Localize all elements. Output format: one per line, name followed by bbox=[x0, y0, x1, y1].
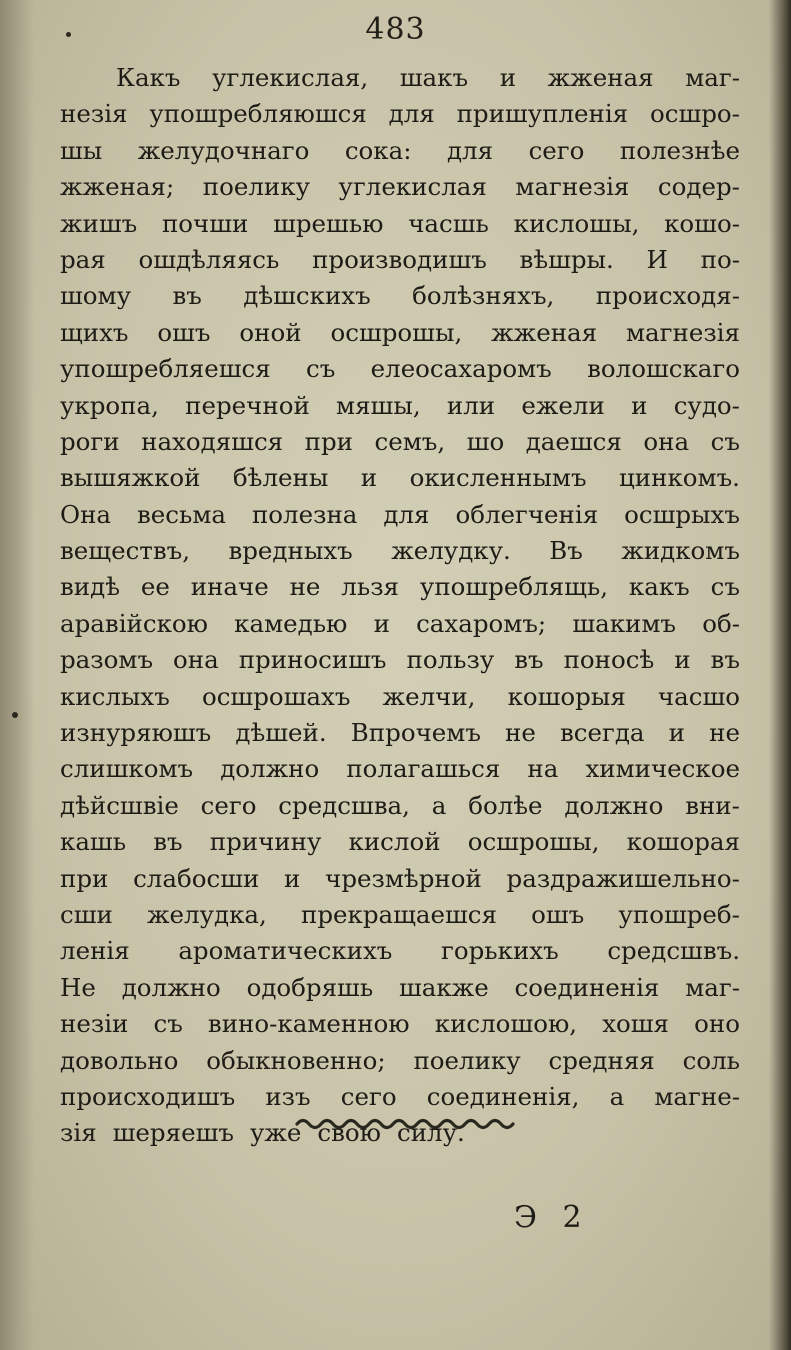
ink-speck bbox=[12, 712, 18, 718]
word: осшрыхъ bbox=[624, 499, 740, 529]
word: содер- bbox=[657, 172, 740, 202]
word: шакимъ bbox=[572, 608, 677, 638]
word: для bbox=[388, 99, 435, 129]
page-number: 483 bbox=[365, 12, 426, 47]
word: камедью bbox=[234, 608, 348, 638]
word: облегченія bbox=[455, 499, 599, 529]
word: елеосахаромъ bbox=[370, 354, 552, 384]
word: осшрошахъ bbox=[201, 681, 351, 711]
text-line bbox=[60, 133, 740, 169]
word: средняя bbox=[548, 1045, 655, 1075]
word: сши bbox=[60, 899, 113, 929]
word: слишкомъ bbox=[60, 754, 194, 784]
word: аравійскою bbox=[60, 608, 208, 638]
word: оно bbox=[694, 1009, 740, 1039]
word: болѣзняхъ, bbox=[412, 281, 555, 311]
word: желчи, bbox=[382, 681, 476, 711]
word: судо- bbox=[673, 390, 740, 420]
word: и bbox=[373, 608, 390, 638]
word: магнезія bbox=[625, 317, 740, 347]
word: кислошою, bbox=[434, 1009, 578, 1039]
word: жженая bbox=[547, 63, 654, 92]
word: Какъ bbox=[116, 63, 181, 92]
word: при bbox=[60, 863, 109, 893]
word: уже bbox=[249, 1118, 302, 1148]
word: И bbox=[646, 244, 668, 274]
word: и bbox=[668, 718, 686, 748]
page-edge-shadow bbox=[769, 0, 791, 1350]
word: шеряешъ bbox=[112, 1118, 234, 1148]
word: химическое bbox=[585, 754, 740, 784]
word: поносѣ bbox=[563, 645, 655, 675]
word: желудка, bbox=[147, 899, 267, 929]
word: и bbox=[284, 863, 301, 893]
word: жишъ bbox=[60, 208, 138, 238]
word: волошскаго bbox=[587, 354, 740, 384]
word: видѣ bbox=[60, 572, 120, 602]
word: и bbox=[360, 463, 378, 493]
word: въ bbox=[153, 827, 183, 857]
word: сока: bbox=[344, 135, 412, 165]
word: сего bbox=[200, 790, 257, 820]
text-line bbox=[60, 1079, 740, 1115]
word: магне- bbox=[654, 1081, 740, 1111]
word: вышяжкой bbox=[60, 463, 201, 493]
word: сахаромъ; bbox=[416, 608, 547, 638]
word: вредныхъ bbox=[228, 536, 353, 566]
word: а bbox=[609, 1081, 625, 1111]
word: горькихъ bbox=[441, 936, 559, 966]
word: обыкновенно; bbox=[206, 1045, 386, 1075]
text-line bbox=[60, 715, 740, 751]
word: желудочнаго bbox=[137, 135, 310, 165]
word: часшо bbox=[657, 681, 740, 711]
word: всегда bbox=[560, 718, 645, 748]
word: при bbox=[304, 426, 353, 456]
word: вѣшры. bbox=[519, 244, 614, 274]
word: съ bbox=[710, 426, 740, 456]
word: маг- bbox=[685, 972, 740, 1002]
word: кислошы, bbox=[513, 208, 640, 238]
word: а bbox=[431, 790, 447, 820]
text-line bbox=[60, 315, 740, 351]
word: сего bbox=[528, 135, 585, 165]
text-line bbox=[60, 460, 740, 496]
word: съ bbox=[710, 572, 740, 602]
text-line bbox=[60, 533, 740, 569]
word: не bbox=[505, 718, 536, 748]
text-line bbox=[60, 606, 740, 642]
word: Въ bbox=[549, 536, 583, 566]
word: должно bbox=[564, 790, 664, 820]
text-line bbox=[60, 788, 740, 824]
word: упошреблящь, bbox=[419, 572, 609, 602]
word: на bbox=[527, 754, 559, 784]
word: об- bbox=[702, 608, 740, 638]
word: упошребляешся bbox=[60, 354, 271, 384]
word: должно bbox=[121, 972, 221, 1002]
word: ленія bbox=[60, 936, 130, 966]
word: кислыхъ bbox=[60, 681, 170, 711]
word: окисленнымъ bbox=[409, 463, 587, 493]
word: Она bbox=[60, 499, 112, 529]
word: полезна bbox=[251, 499, 358, 529]
word: разомъ bbox=[60, 645, 154, 675]
text-line bbox=[60, 933, 740, 969]
page-gutter-shadow bbox=[0, 0, 34, 1350]
word: дѣйсшвіе bbox=[60, 790, 179, 820]
ink-speck bbox=[66, 32, 71, 37]
word: весьма bbox=[136, 499, 227, 529]
word: веществъ, bbox=[60, 536, 191, 566]
word: цинкомъ. bbox=[619, 463, 740, 493]
word: незіи bbox=[60, 1009, 129, 1039]
word: мяшы, bbox=[336, 390, 421, 420]
text-line bbox=[60, 96, 740, 132]
word: кашь bbox=[60, 827, 127, 857]
word: не bbox=[289, 572, 321, 602]
word: углекислая bbox=[338, 172, 487, 202]
word: жженая; bbox=[60, 172, 175, 202]
word: хошя bbox=[602, 1009, 670, 1039]
word: вни- bbox=[685, 790, 740, 820]
word: семъ, bbox=[374, 426, 446, 456]
text-line bbox=[60, 497, 740, 533]
text-line bbox=[60, 970, 740, 1006]
word: ошдѣляясь bbox=[138, 244, 280, 274]
text-line bbox=[60, 278, 740, 314]
word: происходишъ bbox=[60, 1081, 236, 1111]
word: пользу bbox=[406, 645, 495, 675]
word: осшро- bbox=[649, 99, 740, 129]
text-line bbox=[60, 424, 740, 460]
word: ежели bbox=[521, 390, 605, 420]
text-line bbox=[60, 60, 740, 96]
word: пришупленія bbox=[456, 99, 629, 129]
word: по- bbox=[700, 244, 740, 274]
word: маг- bbox=[685, 63, 740, 92]
word: и bbox=[631, 390, 648, 420]
word: дѣшскихъ bbox=[243, 281, 371, 311]
word: полезнѣе bbox=[619, 135, 740, 165]
text-line bbox=[60, 897, 740, 933]
word: средсшва, bbox=[278, 790, 410, 820]
word: ошъ bbox=[531, 899, 585, 929]
word: ароматическихъ bbox=[178, 936, 393, 966]
word: происходя- bbox=[595, 281, 740, 311]
word: шы bbox=[60, 135, 103, 165]
word: щихъ bbox=[60, 317, 129, 347]
word: оной bbox=[239, 317, 302, 347]
word: должно bbox=[220, 754, 320, 784]
text-line bbox=[60, 824, 740, 860]
word: иначе bbox=[190, 572, 269, 602]
word: она bbox=[643, 426, 690, 456]
text-line bbox=[60, 169, 740, 205]
word: причину bbox=[209, 827, 322, 857]
word: углекислая, bbox=[212, 63, 369, 92]
word: бѣлены bbox=[232, 463, 329, 493]
word: приносишъ bbox=[238, 645, 387, 675]
word: и bbox=[674, 645, 691, 675]
word: свою bbox=[317, 1118, 381, 1148]
word: кошорая bbox=[626, 827, 740, 857]
text-line bbox=[60, 569, 740, 605]
word: жидкомъ bbox=[621, 536, 740, 566]
word: соединенія, bbox=[426, 1081, 580, 1111]
word: изнуряюшъ bbox=[60, 718, 212, 748]
text-line bbox=[60, 751, 740, 787]
word: для bbox=[446, 135, 494, 165]
word: средсшвъ. bbox=[607, 936, 740, 966]
text-line bbox=[60, 242, 740, 278]
word: въ bbox=[710, 645, 740, 675]
word: довольно bbox=[60, 1045, 179, 1075]
body-text bbox=[60, 60, 740, 1152]
word: одобряшь bbox=[246, 972, 374, 1002]
word: соль bbox=[682, 1045, 740, 1075]
text-line bbox=[60, 1043, 740, 1079]
word: или bbox=[446, 390, 496, 420]
word: не bbox=[709, 718, 740, 748]
word: шакже bbox=[398, 972, 489, 1002]
word: поелику bbox=[413, 1045, 521, 1075]
word: шрешью bbox=[273, 208, 384, 238]
word: перечной bbox=[185, 390, 310, 420]
word: шому bbox=[60, 281, 131, 311]
word: шо bbox=[466, 426, 505, 456]
word: ее bbox=[140, 572, 170, 602]
word: зія bbox=[60, 1118, 97, 1148]
word: она bbox=[173, 645, 219, 675]
word: вино-каменною bbox=[207, 1009, 410, 1039]
word: Впрочемъ bbox=[350, 718, 481, 748]
word: осшрошы, bbox=[330, 317, 463, 347]
word: болѣе bbox=[468, 790, 543, 820]
word: шакъ bbox=[399, 63, 469, 92]
text-line bbox=[60, 679, 740, 715]
text-line bbox=[60, 351, 740, 387]
ornament-divider bbox=[295, 1114, 520, 1134]
word: роги bbox=[60, 426, 120, 456]
word: слабосши bbox=[133, 863, 260, 893]
word: въ bbox=[172, 281, 202, 311]
word: чрезмѣрной bbox=[325, 863, 482, 893]
word: какъ bbox=[628, 572, 690, 602]
word: дѣшей. bbox=[235, 718, 327, 748]
word: изъ bbox=[265, 1081, 311, 1111]
text-line bbox=[60, 206, 740, 242]
word: почши bbox=[161, 208, 249, 238]
word: жженая bbox=[491, 317, 598, 347]
word: для bbox=[383, 499, 430, 529]
catchword: Э 2 bbox=[514, 1200, 590, 1235]
word: льзя bbox=[341, 572, 400, 602]
word: часшь bbox=[408, 208, 489, 238]
word: укропа, bbox=[60, 390, 159, 420]
text-line bbox=[60, 388, 740, 424]
word: поелику bbox=[202, 172, 310, 202]
word: упошребляюшся bbox=[149, 99, 367, 129]
word: раздражишельно- bbox=[506, 863, 740, 893]
word: находяшся bbox=[141, 426, 284, 456]
word: упошреб- bbox=[618, 899, 740, 929]
word: кошо- bbox=[664, 208, 740, 238]
word: рая bbox=[60, 244, 106, 274]
text-line bbox=[60, 1006, 740, 1042]
word: магнезія bbox=[515, 172, 630, 202]
word: Не bbox=[60, 972, 96, 1002]
word: ошъ bbox=[157, 317, 211, 347]
word: желудку. bbox=[391, 536, 511, 566]
word: полагашься bbox=[346, 754, 501, 784]
text-line bbox=[60, 642, 740, 678]
word: даешся bbox=[525, 426, 622, 456]
word: осшрошы, bbox=[467, 827, 600, 857]
word: незія bbox=[60, 99, 128, 129]
text-line bbox=[60, 861, 740, 897]
word: кислой bbox=[348, 827, 441, 857]
word: кошорыя bbox=[507, 681, 626, 711]
word: производишъ bbox=[312, 244, 487, 274]
word: и bbox=[499, 63, 517, 92]
word: съ bbox=[306, 354, 336, 384]
word: прекращаешся bbox=[301, 899, 497, 929]
word: силу. bbox=[397, 1118, 465, 1148]
word: въ bbox=[514, 645, 544, 675]
word: сего bbox=[340, 1081, 397, 1111]
word: соединенія bbox=[514, 972, 660, 1002]
word: съ bbox=[153, 1009, 183, 1039]
